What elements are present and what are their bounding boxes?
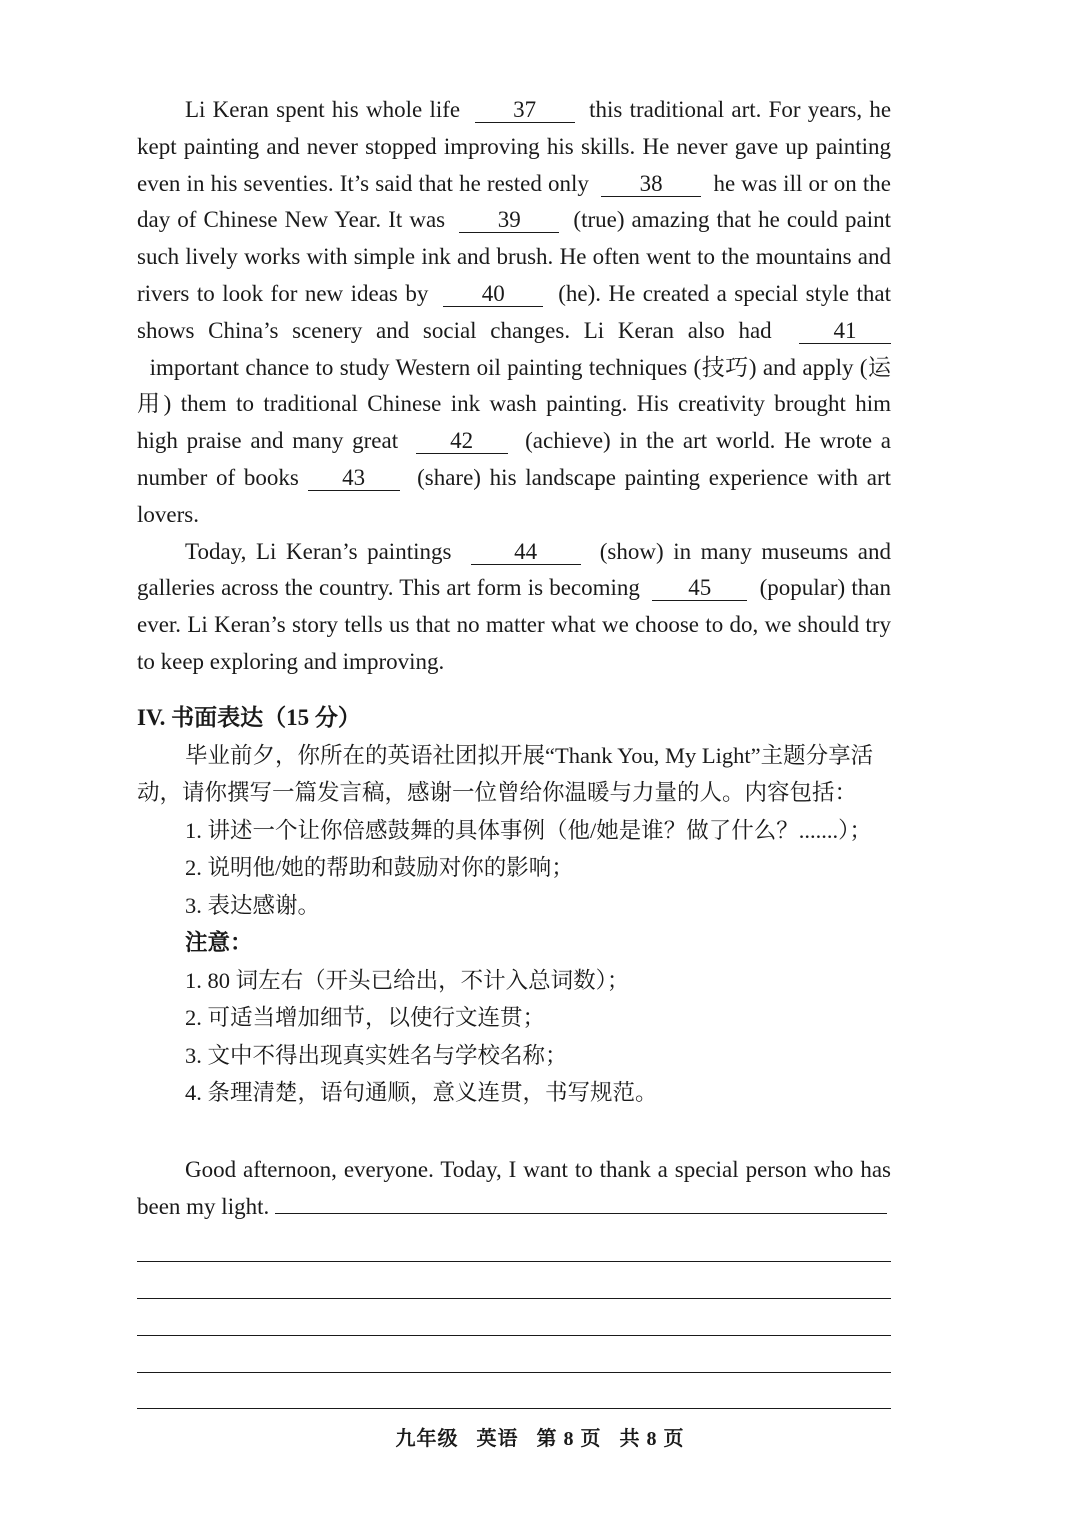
blank-43: 43 <box>308 466 400 491</box>
passage-text: (achieve) in the art world. He wrote a number of books <box>137 428 892 490</box>
passage-paragraph-1 <box>137 92 891 534</box>
answer-line[interactable] <box>137 1336 891 1373</box>
page-footer <box>0 1422 1080 1451</box>
requirement-item: 2. 说明他/她的帮助和鼓励对你的影响； <box>185 855 574 881</box>
notice-item: 1. 80 词左右（开头已给出，不计入总词数）； <box>185 967 630 993</box>
passage-text: (share) his landscape painting experience with art lovers. <box>137 464 892 527</box>
content-requirements <box>137 812 891 925</box>
passage-text: he was ill or on the day of Chinese New Year. It was <box>137 170 892 233</box>
answer-line[interactable] <box>137 1299 891 1336</box>
blank-40: 40 <box>443 282 543 307</box>
answer-line[interactable] <box>137 1373 891 1410</box>
answer-line[interactable] <box>137 1225 891 1262</box>
section-title: IV. 书面表达（15 分） <box>137 704 361 730</box>
footer-subject: 英语 <box>476 1428 519 1450</box>
blank-41: 41 <box>799 319 891 344</box>
blank-42: 42 <box>416 429 508 454</box>
passage-text: (he). He created a special style that shows China’s scenery and social changes. Li Keran also had <box>137 280 891 343</box>
blank-45: 45 <box>652 576 747 601</box>
notice-item: 4. 条理清楚，语句通顺，意义连贯，书写规范。 <box>185 1080 658 1106</box>
footer-total: 共 8 页 <box>619 1428 685 1450</box>
section-intro: 毕业前夕，你所在的英语社团拟开展“Thank You, My Light”主题分享活动，请你撰写一篇发言稿，感谢一位曾给你温暖与力量的人。内容包括： <box>137 742 874 806</box>
exam-page <box>137 92 891 1409</box>
notice-item: 2. 可适当增加细节，以使行文连贯； <box>185 1005 546 1031</box>
blank-39: 39 <box>459 208 559 233</box>
requirement-item: 1. 讲述一个让你倍感鼓舞的具体事例（他/她是谁？做了什么？.......）； <box>185 817 872 843</box>
blank-44: 44 <box>471 540 581 565</box>
blank-38: 38 <box>601 172 701 197</box>
passage-text: Today, Li Keran’s paintings <box>185 538 452 564</box>
essay-opening <box>137 1152 891 1226</box>
passage-text: this traditional art. For years, he kept painting and never stopped improving his skills. He never gave up painting even in his seventies. It’s said that he rested only <box>137 97 892 196</box>
passage-text: (popular) than ever. Li Keran’s story tells us that no matter what we choose to do, we should try to keep exploring and improving. <box>137 575 891 674</box>
passage-text: (show) in many museums and galleries across the country. This art form is becoming <box>137 538 892 601</box>
passage-text: important chance to study Western oil painting techniques (技巧) and apply (运用) them to traditional Chinese ink wash painting. His creativity brought him high praise and many great <box>137 354 892 454</box>
notice-item: 3. 文中不得出现真实姓名与学校名称； <box>185 1042 568 1068</box>
footer-grade: 九年级 <box>395 1428 459 1450</box>
opening-sentence: Good afternoon, everyone. Today, I want to thank a special person who has been my light. <box>137 1156 891 1219</box>
answer-line-inline[interactable] <box>275 1191 887 1214</box>
answer-line[interactable] <box>137 1262 891 1299</box>
passage-text: Li Keran spent his whole life <box>185 97 461 122</box>
answer-area[interactable] <box>137 1225 891 1409</box>
notice-label: 注意： <box>185 930 253 956</box>
notice-list <box>137 962 891 1112</box>
blank-37: 37 <box>475 98 575 123</box>
footer-page: 第 8 页 <box>536 1428 602 1450</box>
requirement-item: 3. 表达感谢。 <box>185 892 321 918</box>
passage-paragraph-2 <box>137 534 891 681</box>
passage-text: (true) amazing that he could paint such lively works with simple ink and brush. He often went to the mountains and rivers to look for new ideas by <box>137 207 892 306</box>
